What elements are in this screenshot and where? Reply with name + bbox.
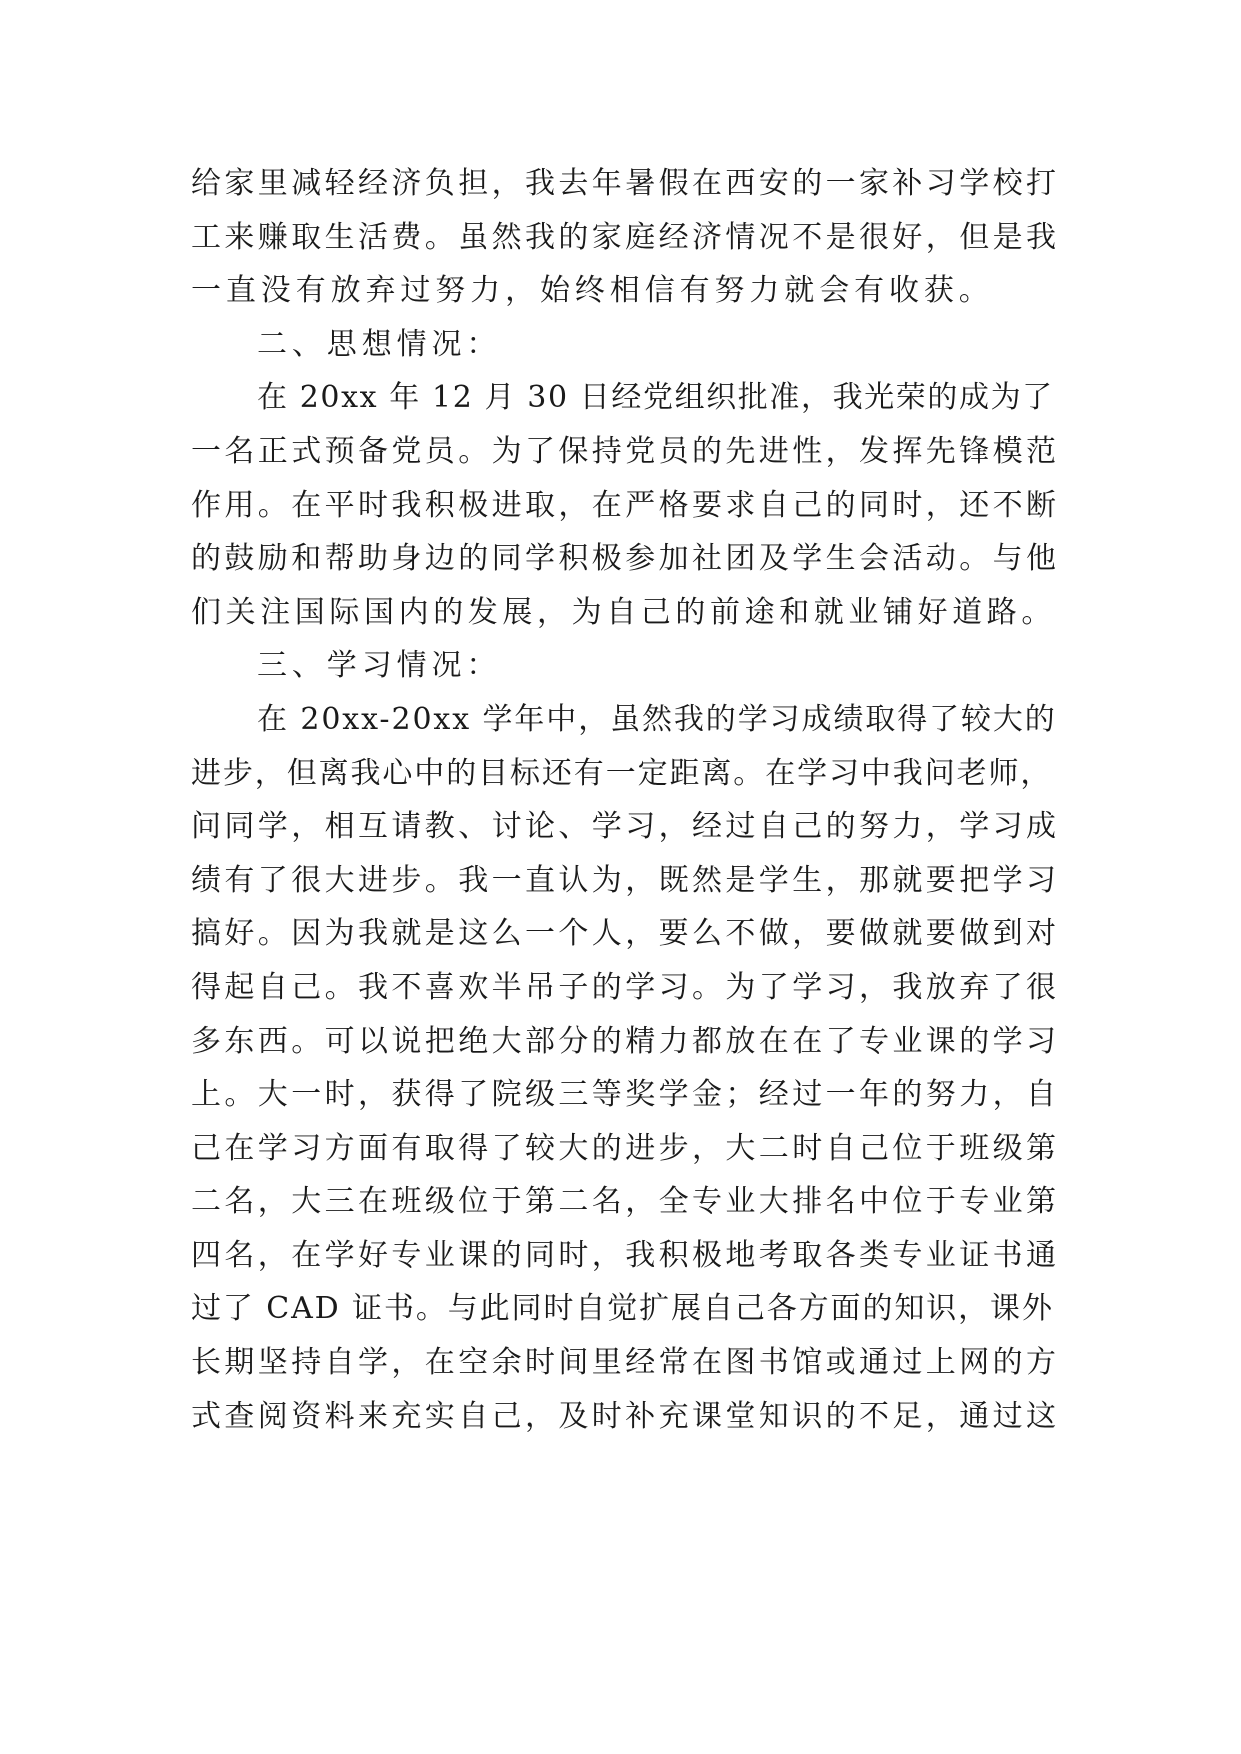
text-line: 多东西。可以说把绝大部分的精力都放在在了专业课的学习	[191, 1023, 1060, 1059]
text-line: 给家里减轻经济负担，我去年暑假在西安的一家补习学校打	[191, 166, 1060, 201]
text-line: 过了 CAD 证书。与此同时自觉扩展自己各方面的知识，课外	[191, 1291, 1054, 1327]
text-line: 上。大一时，获得了院级三等奖学金；经过一年的努力，自	[191, 1077, 1060, 1113]
text-line: 得起自己。我不喜欢半吊子的学习。为了学习，我放弃了很	[191, 969, 1060, 1005]
text-line: 在 20xx-20xx 学年中，虽然我的学习成绩取得了较大的	[257, 701, 1057, 737]
text-line: 式查阅资料来充实自己，及时补充课堂知识的不足，通过这	[191, 1398, 1060, 1434]
text-line: 四名，在学好专业课的同时，我积极地考取各类专业证书通	[191, 1237, 1060, 1273]
text-line: 工来赚取生活费。虽然我的家庭经济情况不是很好，但是我	[191, 219, 1060, 255]
body-text	[191, 157, 1059, 1443]
text-line: 问同学，相互请教、讨论、学习，经过自己的努力，学习成	[191, 809, 1060, 845]
text-line: 在 20xx 年 12 月 30 日经党组织批准，我光荣的成为了	[257, 380, 1054, 416]
section-heading-thought: 二、思想情况：	[257, 326, 502, 362]
text-line: 二名，大三在班级位于第二名，全专业大排名中位于专业第	[191, 1184, 1060, 1220]
text-line: 的鼓励和帮助身边的同学积极参加社团及学生会活动。与他	[191, 541, 1060, 577]
text-line: 一名正式预备党员。为了保持党员的先进性，发挥先锋模范	[191, 433, 1060, 469]
text-line: 搞好。因为我就是这么一个人，要么不做，要做就要做到对	[191, 916, 1060, 952]
text-line: 绩有了很大进步。我一直认为，既然是学生，那就要把学习	[191, 862, 1060, 898]
text-line: 们关注国际国内的发展，为自己的前途和就业铺好道路。	[191, 594, 1056, 630]
text-line: 一直没有放弃过努力，始终相信有努力就会有收获。	[191, 273, 994, 309]
section-heading-study: 三、学习情况：	[257, 648, 502, 684]
text-line: 进步，但离我心中的目标还有一定距离。在学习中我问老师，	[191, 755, 1053, 791]
text-line: 长期坚持自学，在空余时间里经常在图书馆或通过上网的方	[191, 1345, 1060, 1381]
text-line: 己在学习方面有取得了较大的进步，大二时自己位于班级第	[191, 1130, 1060, 1166]
text-line: 作用。在平时我积极进取，在严格要求自己的同时，还不断	[191, 487, 1060, 523]
